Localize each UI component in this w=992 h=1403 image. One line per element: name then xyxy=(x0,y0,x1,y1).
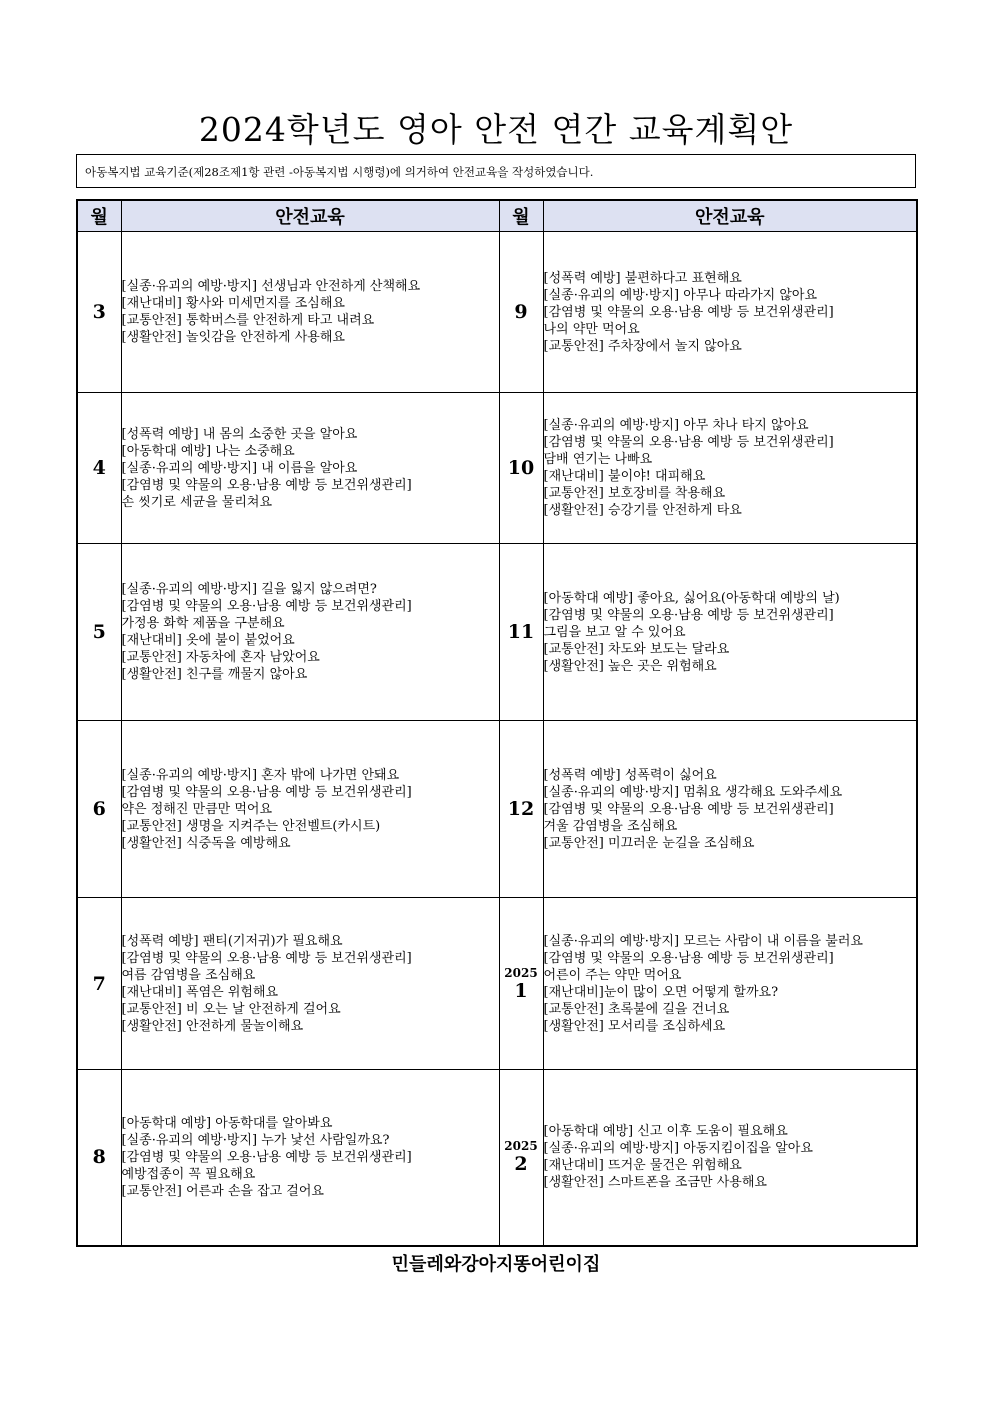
education-item: [재난대비] 황사와 미세먼지를 조심해요 xyxy=(121,296,345,311)
education-cell xyxy=(121,721,499,898)
table-row xyxy=(77,1070,917,1246)
education-item: [감염병 및 약물의 오용·남용 예방 등 보건위생관리] xyxy=(543,435,834,450)
education-item: [교통안전] 생명을 지켜주는 안전벨트(카시트) xyxy=(121,818,381,834)
education-item: [재난대비] 불이야! 대피해요 xyxy=(543,469,706,484)
table-row xyxy=(77,393,917,544)
education-cell xyxy=(121,898,499,1070)
education-cell xyxy=(543,721,917,898)
education-item: [아동학대 예방] 신고 이후 도움이 필요해요 xyxy=(543,1124,788,1140)
month-cell xyxy=(77,544,121,721)
education-cell xyxy=(543,898,917,1070)
education-item: [교통안전] 어른과 손을 잡고 걸어요 xyxy=(121,1183,324,1199)
education-item: [교통안전] 비 오는 날 안전하게 걸어요 xyxy=(121,1001,341,1017)
month-label: 9 xyxy=(514,301,528,323)
education-item: [감염병 및 약물의 오용·남용 예방 등 보건위생관리] xyxy=(121,599,412,614)
education-header: 안전교육 xyxy=(543,200,917,232)
month-cell xyxy=(499,393,543,544)
education-item: [실종·유괴의 예방·방지] 선생님과 안전하게 산책해요 xyxy=(121,279,421,294)
education-item: [감염병 및 약물의 오용·남용 예방 등 보건위생관리] xyxy=(543,950,834,966)
education-item: [실종·유괴의 예방·방지] 내 이름을 알아요 xyxy=(121,460,358,476)
education-item: 여름 감염병을 조심해요 xyxy=(121,967,256,983)
month-cell xyxy=(77,393,121,544)
safety-plan-table xyxy=(76,199,918,1247)
month-cell xyxy=(499,721,543,898)
table-row xyxy=(77,544,917,721)
education-item: [아동학대 예방] 좋아요, 싫어요(아동학대 예방의 날) xyxy=(543,590,840,606)
month-label: 2 xyxy=(514,1153,528,1176)
month-cell xyxy=(77,1070,121,1246)
month-cell xyxy=(77,721,121,898)
education-item: 예방접종이 꼭 필요해요 xyxy=(121,1166,256,1182)
month-label: 4 xyxy=(92,457,106,479)
education-item: [감염병 및 약물의 오용·남용 예방 등 보건위생관리] xyxy=(121,477,412,493)
education-cell xyxy=(121,1070,499,1246)
month-label: 7 xyxy=(92,972,106,995)
education-item: [실종·유괴의 예방·방지] 아동지킴이집을 알아요 xyxy=(543,1141,813,1157)
education-item: [실종·유괴의 예방·방지] 혼자 밖에 나가면 안돼요 xyxy=(121,767,400,783)
education-item: [교통안전] 통학버스를 안전하게 타고 내려요 xyxy=(121,313,375,328)
education-cell xyxy=(543,393,917,544)
education-item: [감염병 및 약물의 오용·남용 예방 등 보건위생관리] xyxy=(543,304,834,320)
education-item: [성폭력 예방] 내 몸의 소중한 곳을 알아요 xyxy=(121,426,358,442)
month-header: 월 xyxy=(499,200,543,232)
education-item: [교통안전] 자동차에 혼자 남았어요 xyxy=(121,650,320,665)
education-item: [교통안전] 초록불에 길을 건너요 xyxy=(543,1001,730,1017)
education-item: [생활안전] 승강기를 안전하게 타요 xyxy=(543,503,742,518)
education-item: [재난대비] 뜨거운 물건은 위험해요 xyxy=(543,1158,742,1174)
education-item: [실종·유괴의 예방·방지] 아무 차나 타지 않아요 xyxy=(543,418,809,433)
education-item: [생활안전] 놀잇감을 안전하게 사용해요 xyxy=(121,330,345,345)
month-label: 5 xyxy=(92,621,106,643)
education-item: 겨울 감염병을 조심해요 xyxy=(543,818,678,834)
education-item: [감염병 및 약물의 오용·남용 예방 등 보건위생관리] xyxy=(543,607,834,623)
education-item: [생활안전] 높은 곳은 위험해요 xyxy=(543,658,717,674)
year-label: 2025 xyxy=(504,1139,538,1154)
education-item: [생활안전] 식중독을 예방해요 xyxy=(121,835,291,851)
education-item: [감염병 및 약물의 오용·남용 예방 등 보건위생관리] xyxy=(121,1149,412,1165)
month-label: 6 xyxy=(92,798,106,820)
month-cell xyxy=(499,232,543,393)
education-cell xyxy=(121,393,499,544)
education-item: [아동학대 예방] 나는 소중해요 xyxy=(121,443,295,459)
education-item: [교통안전] 차도와 보도는 달라요 xyxy=(543,641,730,657)
education-item: [재난대비] 폭염은 위험해요 xyxy=(121,984,279,1000)
institution-name: 민들레와강아지똥어린이집 xyxy=(391,1254,601,1275)
education-item: [실종·유괴의 예방·방지] 누가 낯선 사람일까요? xyxy=(121,1132,390,1148)
month-label: 1 xyxy=(514,979,528,1002)
month-cell xyxy=(499,1070,543,1246)
education-item: [재난대비] 옷에 불이 붙었어요 xyxy=(121,633,295,648)
month-cell xyxy=(77,232,121,393)
month-label: 10 xyxy=(507,457,535,479)
education-item: [성폭력 예방] 성폭력이 싫어요 xyxy=(543,767,717,783)
education-item: [실종·유괴의 예방·방지] 모르는 사람이 내 이름을 불러요 xyxy=(543,933,863,949)
table-row xyxy=(77,232,917,393)
education-item: [생활안전] 친구를 깨물지 않아요 xyxy=(121,667,308,682)
education-header: 안전교육 xyxy=(121,200,499,232)
page-title: 2024학년도 영아 안전 연간 교육계획안 xyxy=(198,110,794,149)
education-item: [실종·유괴의 예방·방지] 아무나 따라가지 않아요 xyxy=(543,287,818,303)
month-label: 11 xyxy=(507,621,535,643)
education-item: [아동학대 예방] 아동학대를 알아봐요 xyxy=(121,1115,333,1131)
education-item: [감염병 및 약물의 오용·남용 예방 등 보건위생관리] xyxy=(543,801,834,817)
table-row xyxy=(77,721,917,898)
education-cell xyxy=(543,544,917,721)
education-item: [감염병 및 약물의 오용·남용 예방 등 보건위생관리] xyxy=(121,784,412,800)
education-item: [교통안전] 미끄러운 눈길을 조심해요 xyxy=(543,835,755,851)
education-item: [재난대비]눈이 많이 오면 어떻게 할까요? xyxy=(543,984,779,1000)
education-item: 약은 정해진 만큼만 먹어요 xyxy=(121,801,273,817)
education-item: [성폭력 예방] 팬티(기저귀)가 필요해요 xyxy=(121,933,343,949)
month-cell xyxy=(499,898,543,1070)
education-item: [실종·유괴의 예방·방지] 멈춰요 생각해요 도와주세요 xyxy=(543,784,843,800)
month-label: 3 xyxy=(92,301,106,323)
education-item: [감염병 및 약물의 오용·남용 예방 등 보건위생관리] xyxy=(121,950,412,966)
table-row xyxy=(77,898,917,1070)
education-item: 그림을 보고 알 수 있어요 xyxy=(543,624,686,640)
education-cell xyxy=(543,1070,917,1246)
education-item: 나의 약만 먹어요 xyxy=(543,321,640,337)
year-label: 2025 xyxy=(504,965,538,980)
education-item: [생활안전] 스마트폰을 조금만 사용해요 xyxy=(543,1175,767,1191)
education-item: 가정용 화학 제품을 구분해요 xyxy=(121,616,285,631)
education-cell xyxy=(121,232,499,393)
education-item: [교통안전] 주차장에서 놀지 않아요 xyxy=(543,338,742,354)
month-label: 12 xyxy=(507,798,535,820)
legal-basis-note: 아동복지법 교육기준(제28조제1항 관련 -아동복지법 시행령)에 의거하여 안전교육을 작성하였습니다. xyxy=(76,154,916,188)
month-cell xyxy=(499,544,543,721)
month-cell xyxy=(77,898,121,1070)
education-item: [성폭력 예방] 불편하다고 표현해요 xyxy=(543,270,742,286)
education-item: [실종·유괴의 예방·방지] 길을 잃지 않으려면? xyxy=(121,582,377,597)
month-header: 월 xyxy=(77,200,121,232)
education-item: 손 씻기로 세균을 물리쳐요 xyxy=(121,494,273,510)
education-item: 담배 연기는 나빠요 xyxy=(543,452,653,467)
education-item: 어른이 주는 약만 먹어요 xyxy=(543,967,682,983)
education-item: [생활안전] 안전하게 물놀이해요 xyxy=(121,1018,304,1034)
education-item: [생활안전] 모서리를 조심하세요 xyxy=(543,1018,726,1034)
education-cell xyxy=(543,232,917,393)
month-label: 8 xyxy=(92,1146,106,1169)
education-cell xyxy=(121,544,499,721)
table-header-row xyxy=(77,200,917,232)
education-item: [교통안전] 보호장비를 착용해요 xyxy=(543,486,726,501)
